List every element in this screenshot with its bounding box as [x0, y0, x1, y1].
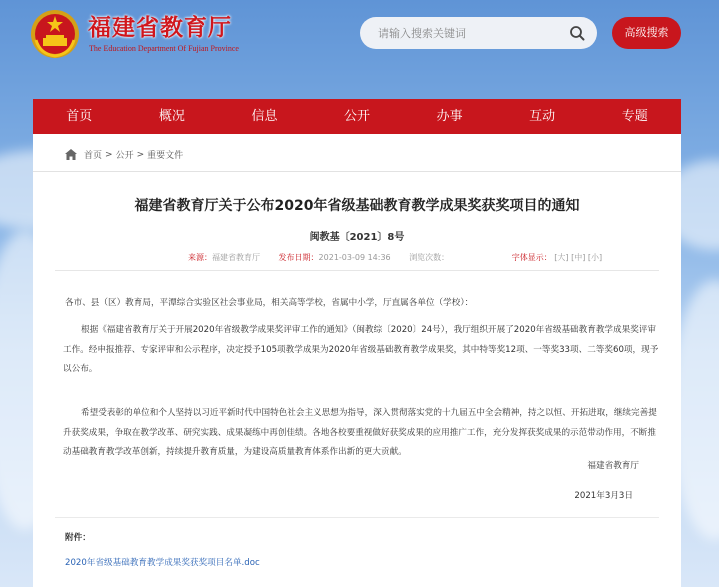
breadcrumb-separator: >	[105, 149, 113, 160]
nav-item-overview[interactable]: 概况	[158, 109, 185, 124]
breadcrumb-separator: >	[136, 149, 145, 160]
source-label: 来源：	[188, 253, 212, 262]
home-icon	[65, 149, 77, 160]
font-medium-button[interactable]: [中]	[571, 253, 586, 262]
document-number: 闽教基〔2021〕8号	[309, 232, 405, 243]
breadcrumb-important-files[interactable]: 重要文件	[147, 151, 184, 161]
date-label: 发布日期：	[278, 253, 319, 262]
divider	[55, 517, 659, 518]
sign-date: 2021年3月3日	[574, 491, 633, 501]
nav-item-info[interactable]: 信息	[251, 109, 278, 124]
site-subtitle: The Education Department Of Fujian Province	[89, 44, 239, 53]
site-title[interactable]: 福建省教育厅	[88, 14, 232, 41]
signature: 福建省教育厅	[587, 461, 639, 471]
main-nav	[33, 99, 681, 134]
body-paragraph: 根据《福建省教育厅关于开展2020年省级教学成果奖评审工作的通知》（闽教综〔2020〕24号），我厅组织开展了2020年省级基础教育教学成果奖评审工作。经申报推荐、专家评审和公示程序，决定授予105项教学成果为2020年省级基础教育教学成果奖，其中特等奖12项、一等奖33项、二等奖60项，现予以公布。	[63, 325, 659, 374]
article-title: 福建省教育厅关于公布2020年省级基础教育教学成果奖获奖项目的通知	[134, 198, 580, 214]
font-large-button[interactable]: [大]	[554, 253, 569, 262]
breadcrumb-public[interactable]: 公开	[115, 151, 134, 161]
article-meta	[188, 252, 602, 263]
divider	[33, 171, 681, 172]
divider	[55, 270, 659, 271]
font-small-button[interactable]: [小]	[587, 253, 603, 262]
font-size-label: 字体显示：	[511, 253, 552, 262]
content-panel	[33, 134, 681, 587]
search-input[interactable]	[378, 25, 568, 41]
breadcrumb-home[interactable]: 首页	[84, 151, 103, 161]
nav-item-services[interactable]: 办事	[436, 109, 463, 124]
site-header	[0, 0, 719, 92]
nav-item-public[interactable]: 公开	[344, 109, 371, 124]
body-paragraph: 希望受表彰的单位和个人坚持以习近平新时代中国特色社会主义思想为指导，深入贯彻落实党的十九届五中全会精神，持之以恒、开拓进取，继续完善提升获奖成果，争取在教学改革、研究实践、成果凝练中再创佳绩。各地各校要重视做好获奖成果的应用推广工作，充分发挥获奖成果的示范带动作用，不断推动基础教育教学改革创新，持续提升教育质量，为建设高质量教育体系作出新的更大贡献。	[63, 408, 657, 457]
nav-item-interaction[interactable]: 互动	[529, 109, 556, 124]
advanced-search-button[interactable]: 高级搜索	[612, 17, 681, 49]
attachment-link[interactable]: 2020年省级基础教育教学成果奖获奖项目名单.doc	[65, 558, 260, 568]
source-value: 福建省教育厅	[212, 253, 260, 262]
date-value: 2021-03-09 14:36	[318, 253, 391, 262]
salutation-paragraph: 各市、县（区）教育局，平潭综合实验区社会事业局，相关高等学校，省属中小学，厅直属各单位（学校）：	[65, 298, 474, 308]
breadcrumb	[65, 148, 183, 161]
search-icon[interactable]	[569, 25, 585, 41]
views-label: 浏览次数：	[409, 253, 450, 262]
national-emblem-icon	[28, 8, 82, 60]
attachment-label: 附件：	[65, 533, 91, 543]
nav-item-home[interactable]: 首页	[66, 109, 93, 124]
search-box	[360, 17, 597, 49]
nav-item-topics[interactable]: 专题	[621, 109, 648, 124]
